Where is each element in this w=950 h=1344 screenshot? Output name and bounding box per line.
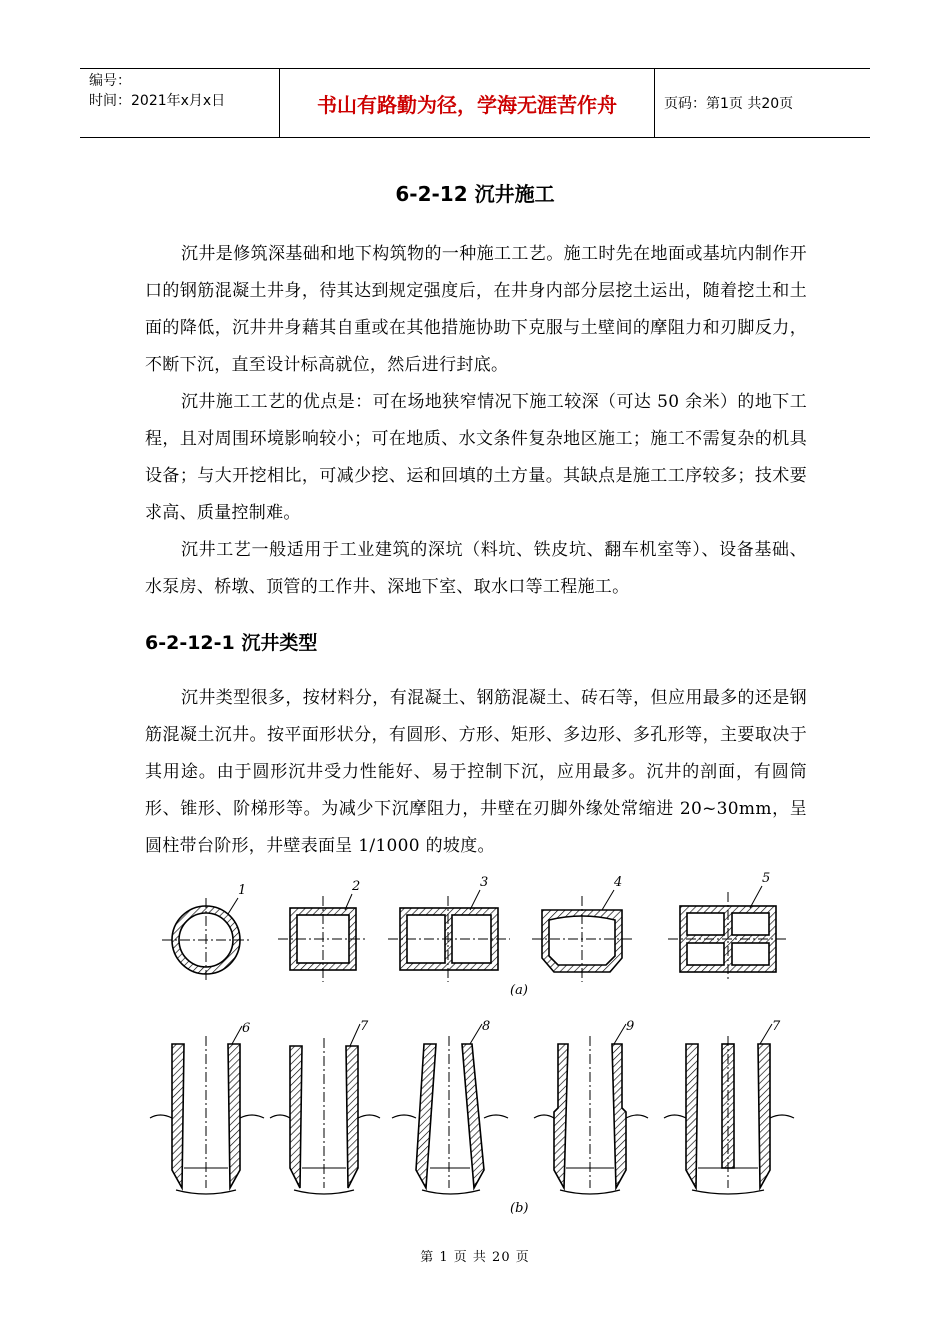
paragraph-3: 沉井工艺一般适用于工业建筑的深坑（料坑、铁皮坑、翻车机室等）、设备基础、水泵房、桥墩、顶管的工作井、深地下室、取水口等工程施工。 xyxy=(145,540,807,597)
section-heading: 6-2-12-1 沉井类型 xyxy=(145,632,318,654)
caisson-figure xyxy=(140,868,810,1228)
plan-circle xyxy=(162,898,250,982)
header-page-info: 页码：第1页 共20页 xyxy=(664,96,794,112)
section-label-6: 6 xyxy=(242,1021,251,1036)
plan-label-2: 2 xyxy=(352,879,361,894)
header-table xyxy=(80,68,870,138)
plan-rectangle xyxy=(388,890,510,982)
paragraph-1: 沉井是修筑深基础和地下构筑物的一种施工工艺。施工时先在地面或基坑内制作开口的钢筋混凝土井身，待其达到规定强度后，在井身内部分层挖土运出，随着挖土和土面的降低，沉井井身藉其自重或在其他措施协助下克服与土壁间的摩阻力和刃脚反力，不断下沉，直至设计标高就位，然后进行封底。 xyxy=(145,244,807,375)
plan-polygon xyxy=(532,890,634,982)
section-paragraph: 沉井类型很多，按材料分，有混凝土、钢筋混凝土、砖石等，但应用最多的还是钢筋混凝土沉井。按平面形状分，有圆形、方形、矩形、多边形、多孔形等，主要取决于其用途。由于圆形沉井受力性能好、易于控制下沉，应用最多。沉井的剖面，有圆筒形、锥形、阶梯形等。为减少下沉摩阻力，井壁在刃脚外缘处常缩进 20~30mm，呈圆柱带台阶形，井壁表面呈 1/1000 的坡度。 xyxy=(145,688,807,856)
section-label-9: 9 xyxy=(626,1019,635,1034)
header-motto: 书山有路勤为径，学海无涯苦作舟 xyxy=(280,69,655,137)
section-cylinder xyxy=(150,1026,264,1194)
plan-label-5: 5 xyxy=(762,871,771,886)
plan-multicell xyxy=(668,886,788,982)
header-meta xyxy=(80,69,280,137)
section-caption: (b) xyxy=(510,1201,529,1216)
section-multicell xyxy=(664,1024,794,1194)
page-title: 6-2-12 沉井施工 xyxy=(395,182,555,206)
section-label-7: 7 xyxy=(360,1019,369,1034)
date-label: 时间：2021年x月x日 xyxy=(89,93,226,109)
plan-label-1: 1 xyxy=(238,883,247,898)
plan-square xyxy=(278,894,368,982)
paragraph-2: 沉井施工工艺的优点是：可在场地狭窄情况下施工较深（可达 50 余米）的地下工程，且对周围环境影响较小；可在地质、水文条件复杂地区施工；施工不需复杂的机具设备；与大开挖相比，可减少挖、运和回填的土方量。其缺点是施工工序较多；技术要求高、质量控制难。 xyxy=(145,392,807,523)
plan-label-3: 3 xyxy=(480,875,489,890)
section-label-8: 8 xyxy=(482,1019,491,1034)
page-footer: 第 1 页 共 20 页 xyxy=(420,1250,530,1265)
section-label-7b: 7 xyxy=(772,1019,781,1034)
section-stepped xyxy=(270,1024,380,1194)
section-step xyxy=(534,1024,648,1194)
number-label: 编号： xyxy=(89,73,131,89)
plan-label-4: 4 xyxy=(614,875,623,890)
section-cone xyxy=(392,1024,508,1194)
plan-caption: (a) xyxy=(510,983,528,998)
